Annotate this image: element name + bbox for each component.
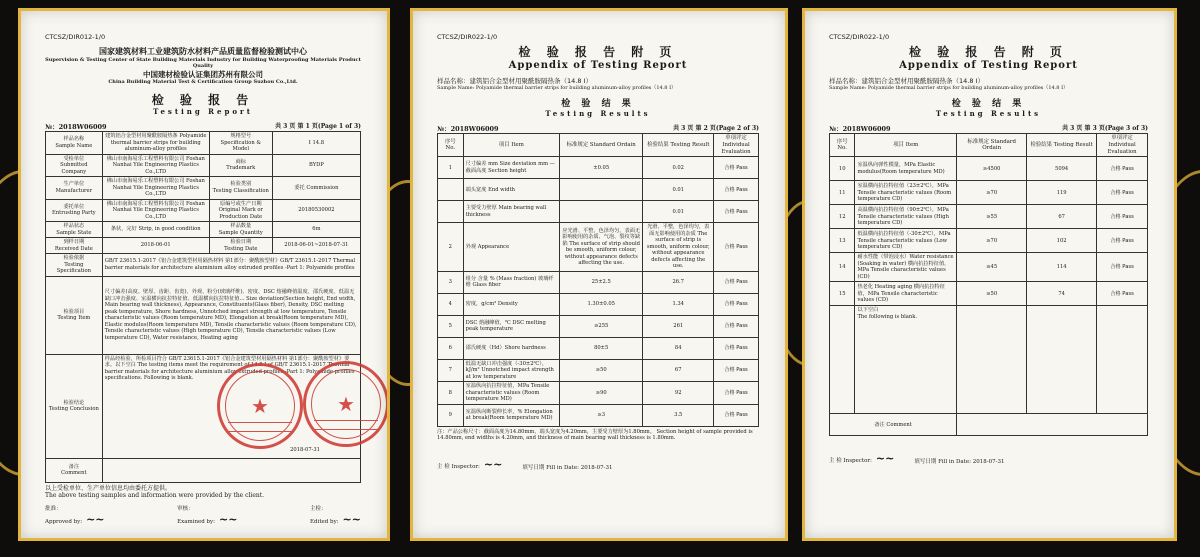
label-zh: 检验日期: [230, 239, 252, 246]
standard-value: ≥70: [957, 229, 1027, 253]
row-number: 6: [438, 337, 464, 359]
label-en: Testing Specification: [56, 261, 91, 275]
report-number: №：2018W06009: [45, 123, 107, 131]
test-result: 67: [643, 359, 714, 382]
field-value: I 14.8: [272, 132, 360, 155]
row-number: 4: [438, 293, 464, 315]
table-row: [438, 223, 759, 272]
individual-evaluation: 合格 Pass: [714, 201, 759, 223]
individual-evaluation: 合格 Pass: [714, 382, 759, 405]
report-page-1: [18, 8, 390, 541]
handwritten-signature: ~~: [86, 512, 105, 526]
table-row: [438, 315, 759, 337]
field-value: 佛山市南海易乐工程塑料有限公司 Foshan Nanhai Yile Engineering Plastics Co.,LTD: [102, 154, 209, 177]
inspector-row: [437, 458, 759, 472]
individual-evaluation: 合格 Pass: [714, 315, 759, 337]
label-en: Sample Quantity: [218, 229, 263, 236]
approved-label-en: Approved by:: [45, 518, 83, 525]
table-row: [830, 181, 1148, 205]
appendix-title-zh: 检 验 报 告 附 页: [909, 45, 1068, 60]
handwritten-signature: ~~: [219, 512, 238, 526]
row-number: [438, 201, 464, 223]
label-zh: 检验类别: [230, 181, 252, 188]
individual-evaluation: 合格 Pass: [714, 404, 759, 426]
row-number: 15: [830, 282, 855, 306]
label-en: Testing Item: [57, 315, 91, 322]
sample-name-en: Sample Name: Polyamide thermal barrier strips for building aluminum-alloy profiles（14.8 I）: [437, 84, 677, 91]
row-number: 7: [438, 359, 464, 382]
table-row: [438, 293, 759, 315]
table-header-row: [438, 134, 759, 157]
test-item: 室温纵向抗拉特征值，MPa Tensile characteristic values (Room temperature MD): [463, 382, 559, 405]
fill-date-label: 填写日期 Fill in Date:: [522, 464, 579, 471]
standard-value: ±0.05: [559, 157, 642, 179]
test-result: 261: [643, 315, 714, 337]
individual-evaluation: 合格 Pass: [1097, 229, 1148, 253]
label-en: Testing Classification: [212, 187, 269, 194]
examined-label-zh: 审核：: [177, 505, 194, 512]
label-en: Received Date: [54, 245, 93, 252]
table-row: [46, 458, 361, 482]
column-header: 检验结果 Testing Result: [643, 134, 714, 157]
table-row: [46, 154, 361, 177]
results-title-zh: 检 验 结 果: [951, 99, 1026, 109]
label-zh: 样品状态: [63, 223, 85, 230]
row-number: 5: [438, 315, 464, 337]
individual-evaluation: 合格 Pass: [714, 337, 759, 359]
label-en: Submitted Company: [60, 162, 88, 175]
label-zh: 样品名称: [63, 136, 85, 143]
table-row: [438, 271, 759, 293]
label-zh: 委托单位: [63, 203, 85, 210]
examined-label-en: Examined by:: [177, 518, 216, 525]
specification-value: GB/T 23615.1-2017《铝合金建筑型材用隔热材料 第1部分：聚酰胺型材》GB/T 23615.1-2017 Thermal barrier materials for architecture aluminium alloy extruded profiles -Part 1: Polyamide profiles: [102, 254, 360, 277]
organization-name-zh: 国家建筑材料工业建筑防水材料产品质量监督检验测试中心: [99, 47, 307, 57]
table-row: [46, 276, 361, 354]
standard-value: ≥70: [957, 181, 1027, 205]
individual-evaluation: 合格 Pass: [1097, 253, 1148, 282]
results-title-en: Testing Results: [935, 109, 1042, 119]
row-number: 8: [438, 382, 464, 405]
test-result: 0.01: [643, 179, 714, 201]
table-row: [46, 238, 361, 254]
table-row: [438, 382, 759, 405]
label-zh: 样品数量: [230, 223, 252, 230]
report-page-3: [802, 8, 1177, 541]
document-code: CTCSZ/DIR012-1/0: [45, 33, 106, 41]
group-name-zh: 中国建材检验认证集团苏州有限公司: [143, 69, 263, 79]
report-title-en: Testing Report: [153, 107, 253, 117]
sample-name-zh: 样品名称：建筑铝合金型材用聚酰胺隔热条（14.8 I）: [437, 76, 592, 85]
handwritten-signature: ~~: [483, 457, 503, 471]
label-en: Testing Conclusion: [48, 406, 99, 413]
approved-label-zh: 批准：: [45, 505, 62, 512]
individual-evaluation: 合格 Pass: [714, 223, 759, 272]
table-row: [438, 359, 759, 382]
edited-label-en: Edited by:: [310, 518, 339, 525]
test-item: 低温无缺口冲击强度（-30±2℃），kJ/m² Unnotched impact strength at low temperature: [463, 359, 559, 382]
fill-date: 2018-07-31: [972, 459, 1005, 466]
label-en: Sample State: [56, 229, 92, 236]
label-en: Comment: [61, 470, 87, 477]
report-number: №：2018W06009: [437, 125, 499, 133]
field-value: 2018-06-01~2018-07-31: [272, 238, 360, 254]
label-zh: 备注: [68, 463, 80, 470]
results-title-en: Testing Results: [545, 109, 651, 119]
column-header: 检验结果 Testing Result: [1027, 134, 1097, 157]
table-row: [830, 306, 1148, 414]
test-result: 114: [1027, 253, 1097, 282]
row-number: 14: [830, 253, 855, 282]
test-item: 室温横向抗拉特征值（23±2℃），MPa Tensile characteristic values (Room temperature CD): [855, 181, 957, 205]
appendix-title-zh: 检 验 报 告 附 页: [518, 45, 678, 60]
column-header: 单项评定 Individual Evaluation: [1097, 134, 1148, 157]
row-number: 9: [438, 404, 464, 426]
field-value: 条状，完好 Strip, in good condition: [102, 222, 209, 238]
table-row: [438, 179, 759, 201]
official-seal-stamp: ★: [217, 363, 303, 449]
test-result: 0.02: [643, 157, 714, 179]
remark-label-en: Comment: [886, 421, 912, 428]
test-result: 102: [1027, 229, 1097, 253]
individual-evaluation: 合格 Pass: [714, 179, 759, 201]
test-item: 耐水性能（带泡浸水）Water resistance (Soaking in water) 横向抗拉特征值，MPa Tensile characteristic values (CD): [855, 253, 957, 282]
column-header: 单项评定 Individual Evaluation: [714, 134, 759, 157]
row-number: 11: [830, 181, 855, 205]
standard-value: ≥55: [957, 205, 1027, 229]
label-zh: 检验依据: [63, 255, 85, 262]
inspector-label: 主 检 Inspector:: [829, 458, 872, 465]
inspector-label: 主 检 Inspector:: [437, 463, 480, 470]
footnote-zh: 以上受检单位、生产单位信息均由委托方提供。: [45, 484, 172, 492]
handwritten-signature: ~~: [875, 452, 895, 466]
footnote-en: The above testing samples and information were provided by the client.: [45, 492, 265, 500]
table-row: [438, 157, 759, 179]
report-number: №：2018W06009: [829, 125, 891, 133]
results-table: [437, 133, 759, 427]
test-item: 组分 含量 % (Mass fraction) 玻璃纤维 Glass fiber: [463, 271, 559, 293]
column-header: 序号 No.: [830, 134, 855, 157]
standard-value: ≥50: [559, 359, 642, 382]
individual-evaluation: 合格 Pass: [1097, 282, 1148, 306]
standard-value: ≥45: [957, 253, 1027, 282]
label-zh: 商标: [235, 158, 246, 165]
test-result: 84: [643, 337, 714, 359]
label-en: Trademark: [226, 165, 256, 172]
individual-evaluation: 合格 Pass: [1097, 205, 1148, 229]
field-value: 建筑铝合金型材用聚酰胺隔热条 Polyamide thermal barrier strips for building aluminum-alloy profiles: [102, 132, 209, 155]
row-number: 3: [438, 271, 464, 293]
label-zh: 规格型号: [230, 133, 252, 140]
report-meta: [437, 125, 759, 133]
test-result: 26.7: [643, 271, 714, 293]
test-item: 外观 Appearance: [463, 223, 559, 272]
results-table: [829, 133, 1148, 436]
field-value: 20180530002: [272, 199, 360, 222]
label-en: Entrusting Party: [52, 210, 96, 217]
standard-value: ≥50: [957, 282, 1027, 306]
test-item: DSC 熔融峰值，℃ DSC melting peak temperature: [463, 315, 559, 337]
test-result: 74: [1027, 282, 1097, 306]
appendix-title-en: Appendix of Testing Report: [899, 60, 1078, 72]
table-header-row: [830, 134, 1148, 157]
test-result: 5094: [1027, 157, 1097, 181]
field-value: 委托 Commission: [272, 177, 360, 200]
test-item: 尺寸偏差 mm Size deviation mm — 截面高度 Section height: [463, 157, 559, 179]
test-item: 主要受力壁厚 Main bearing wall thickness: [463, 201, 559, 223]
table-row: [46, 177, 361, 200]
individual-evaluation: 合格 Pass: [714, 271, 759, 293]
test-item: 热老化 Heating aging 横向抗拉特征值，MPa Tensile characteristic values (CD): [855, 282, 957, 306]
test-result: 光滑、平整，色泽均匀，表面无影响使用的杂质 The surface of strip is smooth, uniform colour, without appearance defects affecting the use.: [643, 223, 714, 272]
dimension-note: 注：产品公称尺寸：截面高度为14.80mm，端头宽度为4.20mm，主要受力壁厚为1.80mm。 Section height of sample provided is 14.80mm, end widths is 4.20mm, and thickness of main bearing wall thickness is 1.80mm.: [437, 428, 753, 442]
row-number: 12: [830, 205, 855, 229]
field-value: 6m: [272, 222, 360, 238]
test-result: 0.01: [643, 201, 714, 223]
individual-evaluation: 合格 Pass: [714, 359, 759, 382]
individual-evaluation: 合格 Pass: [1097, 181, 1148, 205]
test-result: 3.5: [643, 404, 714, 426]
column-header: 标准规定 Standard Ordain: [559, 134, 642, 157]
conclusion-date: 2018-07-31: [290, 447, 320, 454]
test-item: 邵氏硬度（Hd）Shore hardness: [463, 337, 559, 359]
row-number: 10: [830, 157, 855, 181]
table-row: [830, 253, 1148, 282]
label-en: Manufacturer: [55, 187, 93, 194]
individual-evaluation: 合格 Pass: [1097, 157, 1148, 181]
row-number: 13: [830, 229, 855, 253]
table-row: [46, 254, 361, 277]
table-row: [46, 132, 361, 155]
test-result: 67: [1027, 205, 1097, 229]
column-header: 标准规定 Standard Ordain: [957, 134, 1027, 157]
label-zh: 原编号或生产日期: [220, 200, 262, 207]
appendix-title-en: Appendix of Testing Report: [508, 60, 688, 72]
label-en: Sample Name: [55, 142, 93, 149]
blank-note-zh: 以下空白: [857, 307, 879, 314]
handwritten-signature: ~~: [342, 512, 361, 526]
standard-value: [559, 179, 642, 201]
test-item: 密度，g/cm³ Density: [463, 293, 559, 315]
test-result: 92: [643, 382, 714, 405]
test-item: 室温纵向断裂伸长率，% Elongation at break(Room temperature MD): [463, 404, 559, 426]
document-code: CTCSZ/DIR022-1/0: [437, 33, 498, 41]
table-row: [438, 337, 759, 359]
row-number: 1: [438, 157, 464, 179]
report-meta: [45, 123, 361, 131]
label-en: Specification & Model: [220, 139, 261, 153]
individual-evaluation: 合格 Pass: [714, 293, 759, 315]
field-value: BYDP: [272, 154, 360, 177]
field-value: 佛山市南海易乐工程塑料有限公司 Foshan Nanhai Yile Engineering Plastics Co.,LTD: [102, 199, 209, 222]
table-row: [830, 414, 1148, 436]
table-row: [830, 282, 1148, 306]
standard-value: 应光滑、平整，色泽均匀，表面无影响使用的杂质、气泡、裂纹等缺陷 The surface of strip should be smooth, uniform colour, without appearance defects affecting the use.: [559, 223, 642, 272]
label-en: Original Mark or Production Date: [218, 207, 263, 220]
table-row: [46, 199, 361, 222]
report-meta: [829, 125, 1148, 133]
results-title-zh: 检 验 结 果: [561, 99, 635, 109]
standard-value: ≥90: [559, 382, 642, 405]
organization-header: [45, 47, 361, 85]
group-name-en: China Building Material Test & Certification Group Suzhou Co.,Ltd.: [108, 79, 298, 85]
table-row: [46, 222, 361, 238]
standard-value: [559, 201, 642, 223]
sample-name-zh: 样品名称：建筑铝合金型材用聚酰胺隔热条（14.8 I）: [829, 76, 984, 85]
document-code: CTCSZ/DIR022-1/0: [829, 33, 890, 41]
table-row: [830, 229, 1148, 253]
standard-value: ≥255: [559, 315, 642, 337]
page-indicator: 共 3 页 第 3 页(Page 3 of 3): [1062, 125, 1148, 132]
table-row: [438, 201, 759, 223]
column-header: 项目 Item: [855, 134, 957, 157]
test-item: 端头宽度 End width: [463, 179, 559, 201]
fill-date-label: 填写日期 Fill in Date:: [914, 459, 971, 466]
row-number: 2: [438, 223, 464, 272]
edited-label-zh: 主检：: [310, 505, 327, 512]
official-seal-stamp: ★: [303, 361, 389, 447]
report-title-zh: 检 验 报 告: [151, 93, 255, 108]
conclusion-value: 样品经检验，所检项目符合 GB/T 23615.1-2017《铝合金建筑型材用隔热材料 第1部分：聚酰胺型材》要求。以下空白 The testing items meet the requirement of 14.8 I of GB/T 23615.1-2017 Thermal barrier materials for architecture aluminium alloy extruded profiles -Part 1: Polyamide profiles specifications. Following is blank.: [104, 355, 355, 382]
field-value: 佛山市南海易乐工程塑料有限公司 Foshan Nanhai Yile Engineering Plastics Co.,LTD: [102, 177, 209, 200]
organization-name-en: Supervision & Testing Center of State Building Materials Industry for Building Waterproofing Materials Product Quality: [45, 57, 361, 70]
page-indicator: 共 3 页 第 1 页(Page 1 of 3): [275, 123, 361, 130]
sample-name-en: Sample Name: Polyamide thermal barrier strips for building aluminum-alloy profiles（14.8 I）: [829, 84, 1069, 91]
label-en: Testing Date: [224, 245, 258, 252]
standard-value: 25±2.5: [559, 271, 642, 293]
test-result: 119: [1027, 181, 1097, 205]
label-zh: 检验项目: [63, 308, 85, 315]
inspector-row: [829, 452, 1148, 466]
page-indicator: 共 3 页 第 2 页(Page 2 of 3): [673, 125, 759, 132]
blank-note-en: The following is blank.: [857, 313, 918, 320]
remark-label-zh: 备注: [874, 421, 885, 428]
individual-evaluation: 合格 Pass: [714, 157, 759, 179]
column-header: 序号 No.: [438, 134, 464, 157]
standard-value: 1.30±0.05: [559, 293, 642, 315]
table-row: [438, 404, 759, 426]
test-item: 高温横向抗拉特征值（90±2℃），MPa Tensile characteristic values (High temperature CD): [855, 205, 957, 229]
label-zh: 生产单位: [63, 181, 85, 188]
table-row: [830, 205, 1148, 229]
testing-items-value: 尺寸偏差(高度、壁厚、齿距、齿宽)、外观、粉分(玻璃纤维)、密度、DSC 熔融峰值温度、邵氏硬度、低温无缺口冲击强度、室温横向抗拉特征值、低温横向抗拉特征值... Size deviation(Section height, End width, Main bearing wall thickness), Appearance, Constituents(Glass fiber), Density, DSC melting peak temperature, Shore hardness, Unnotched impact strength at low temperature, Tensile characteristic values (Room temperature MD), Elongation at break(Room temperature MD), Elastic modulus(Room temperature MD), Tensile characteristic values (Room temperature CD), Tensile characteristic values (High temperature CD), Tensile characteristic values (Low temperature CD), Water resistance, Heating aging: [102, 276, 360, 354]
label-zh: 受检单位: [63, 155, 85, 162]
table-row: [830, 157, 1148, 181]
standard-value: 80±5: [559, 337, 642, 359]
label-zh: 到样日期: [63, 239, 85, 246]
test-item: 低温横向抗拉特征值（-30±2℃），MPa Tensile characteristic values (Low temperature CD): [855, 229, 957, 253]
standard-value: ≥4500: [957, 157, 1027, 181]
standard-value: ≥3: [559, 404, 642, 426]
report-page-2: [410, 8, 788, 541]
signature-row: [45, 506, 361, 527]
field-value: 2018-06-01: [102, 238, 209, 254]
label-zh: 检验结论: [63, 399, 85, 406]
row-number: [438, 179, 464, 201]
column-header: 项目 Item: [463, 134, 559, 157]
test-result: 1.34: [643, 293, 714, 315]
fill-date: 2018-07-31: [580, 464, 613, 471]
test-item: 室温纵向弹性模量，MPa Elastic modulus(Room temperature MD): [855, 157, 957, 181]
